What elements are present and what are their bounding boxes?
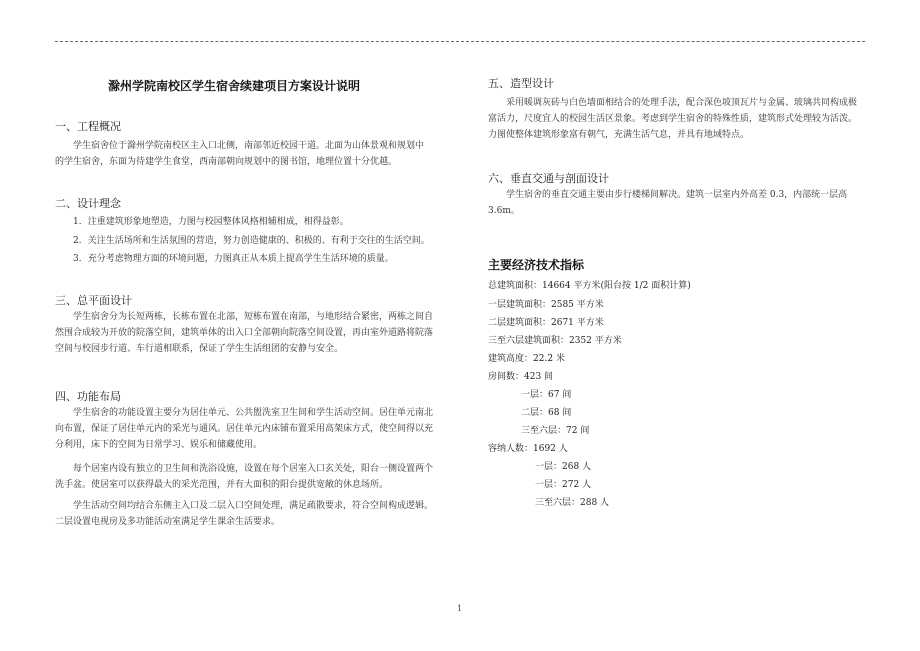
section-heading-5: 五、造型设计 <box>488 77 554 90</box>
indicators-heading: 主要经济技术指标 <box>488 258 585 272</box>
section-body-6: 学生宿舍的垂直交通主要由步行楼梯间解决。建筑一层室内外高差 0.3，内部统一层高 3.6m。 <box>488 190 848 216</box>
page-number: 1 <box>457 604 463 613</box>
indicator-rooms-floor3-6: 三至六层：72 间 <box>521 426 590 436</box>
indicator-capacity-floor3-6: 三至六层：288 人 <box>535 498 610 508</box>
indicator-room-count: 房间数：423 间 <box>488 372 554 382</box>
indicator-building-height: 建筑高度：22.2 米 <box>488 354 565 364</box>
indicator-rooms-floor1: 一层：67 间 <box>521 390 572 400</box>
section-heading-4: 四、功能布局 <box>55 390 121 403</box>
indicator-floor1-area: 一层建筑面积：2585 平方米 <box>488 300 604 310</box>
indicator-capacity-floor1: 一层：268 人 <box>535 462 592 472</box>
design-item-1: 1．注重建筑形象地塑造，力图与校园整体风格相辅相成，相得益彰。 <box>73 217 349 227</box>
section-heading-2: 二、设计理念 <box>55 197 121 210</box>
section-heading-3: 三、总平面设计 <box>55 294 132 307</box>
indicator-floor3-6-area: 三至六层建筑面积：2352 平方米 <box>488 336 622 346</box>
indicator-capacity-floor1b: 一层：272 人 <box>535 480 592 490</box>
section-body-3: 学生宿舍分为长短两栋，长栋布置在北部，短栋布置在南部，与地形结合紧密，两栋之间自然围合成较为开放的院落空间，建筑单体的出入口全部朝向院落空间设置，再由室外道路将院落空间与校园步行道、车行道相联系，保证了学生生活组团的安静与安全。 <box>55 312 434 354</box>
section-body-1: 学生宿舍位于滁州学院南校区主入口北侧，南部邻近校园干道。北面为山体景观和规划中的学生宿舍，东面为待建学生食堂，西南部朝向规划中的图书馆，地理位置十分优越。 <box>55 141 425 167</box>
section-body-4-para-2: 每个居室内设有独立的卫生间和洗浴设施，设置在每个居室入口玄关处，阳台一侧设置两个洗手盆。使居室可以获得最大的采光范围，并有大面积的阳台提供宽敞的休息场所。 <box>55 464 434 490</box>
design-item-2: 2．关注生活场所和生活氛围的营造，努力创造健康的、积极的、有利于交往的生活空间。 <box>73 236 430 246</box>
indicator-capacity: 容纳人数：1692 人 <box>488 444 568 454</box>
indicator-total-area: 总建筑面积：14664 平方米(阳台按 1/2 面积计算) <box>488 281 691 291</box>
section-body-4-para-3: 学生活动空间均结合东侧主入口及二层入口空间处理，满足疏散要求，符合空间构成逻辑。二层设置电视房及多功能活动室满足学生课余生活要求。 <box>55 501 434 527</box>
header-rule <box>55 41 865 42</box>
section-heading-1: 一、工程概况 <box>55 120 121 133</box>
indicator-floor2-area: 二层建筑面积：2671 平方米 <box>488 318 604 328</box>
design-item-3: 3．充分考虑物理方面的环境问题，力图真正从本质上提高学生生活环境的质量。 <box>73 254 394 264</box>
section-heading-6: 六、垂直交通与剖面设计 <box>488 172 609 185</box>
section-body-5: 采用暖调灰砖与白色墙面相结合的处理手法，配合深色坡顶瓦片与金属、玻璃共同构成极富活力，尺度宜人的校园生活区景象。考虑到学生宿舍的特殊性质，建筑形式处理较为活泼。力图使整体建筑形象富有朝气，充满生活气息，并具有地域特点。 <box>488 98 858 140</box>
indicator-rooms-floor2: 二层：68 间 <box>521 408 572 418</box>
document-title: 滁州学院南校区学生宿舍续建项目方案设计说明 <box>108 79 361 93</box>
section-body-4-para-1: 学生宿舍的功能设置主要分为居住单元、公共盥洗室卫生间和学生活动空间。居住单元南北向布置，保证了居住单元内的采光与通风。居住单元内床铺布置采用高架床方式，使空间得以充分利用，床下的空间为日常学习、娱乐和储藏使用。 <box>55 408 434 450</box>
